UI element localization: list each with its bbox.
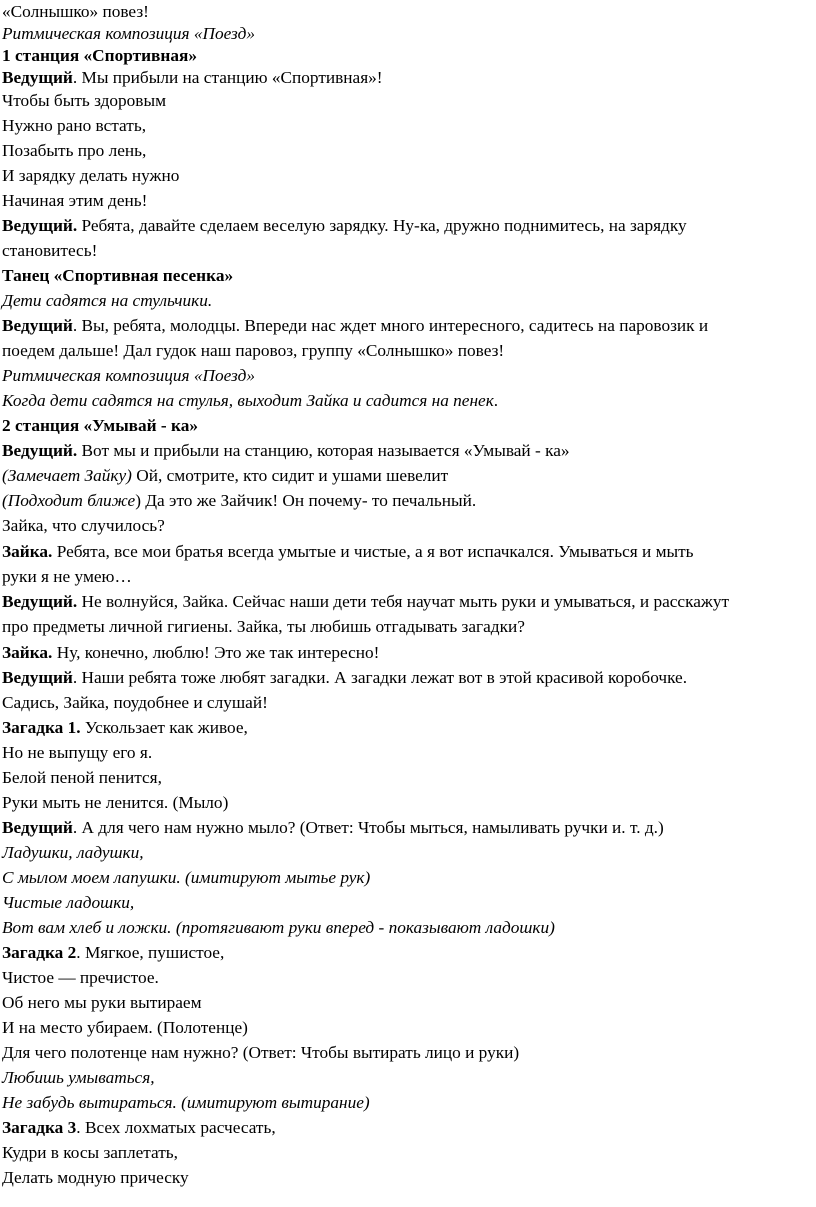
text-line [0, 691, 268, 715]
text-line [0, 590, 729, 614]
text-segment: Кудри в косы заплетать, [2, 1143, 179, 1162]
text-line [0, 22, 255, 46]
text-segment: Руки мыть не ленится. (Мыло) [2, 793, 229, 812]
text-line [0, 716, 248, 740]
text-segment: И на место убираем. (Полотенце) [2, 1018, 248, 1037]
text-segment: Зайка, что случилось? [2, 516, 165, 535]
text-segment: Начиная этим день! [2, 191, 148, 210]
text-line [0, 641, 379, 665]
text-line [0, 766, 162, 790]
text-segment: Делать модную прическу [2, 1168, 189, 1187]
text-line [0, 44, 197, 68]
text-line [0, 66, 383, 90]
text-segment: . Мягкое, пушистое, [76, 943, 225, 962]
text-line [0, 139, 146, 163]
text-line [0, 816, 664, 840]
text-line [0, 1141, 178, 1165]
text-segment: Об него мы руки вытираем [2, 993, 202, 1012]
text-segment: (Замечает Зайку) [2, 466, 132, 485]
text-line [0, 966, 159, 990]
text-segment: Вот вам хлеб и ложки. (протягивают руки вперед - показывают ладошки) [2, 918, 555, 937]
text-line [0, 214, 687, 238]
text-segment: Белой пеной пенится, [2, 768, 162, 787]
text-line [0, 114, 146, 138]
text-line [0, 666, 687, 690]
text-segment: Вот мы и прибыли на станцию, которая называется «Умывай - ка» [77, 441, 570, 460]
text-segment: Зайка. [2, 542, 53, 561]
text-segment: . А для чего нам нужно мыло? (Ответ: Чтобы мыться, намыливать ручки и. т. д.) [72, 818, 664, 837]
text-line [0, 615, 525, 639]
text-line [0, 489, 476, 513]
text-segment: Ребята, все мои братья всегда умытые и чистые, а я вот испачкался. Умываться и мыть [52, 542, 694, 561]
text-segment: Чтобы быть здоровым [2, 91, 167, 110]
text-line [0, 339, 504, 363]
text-line [0, 891, 134, 915]
text-line [0, 189, 147, 213]
text-segment: (Подходит ближе [2, 491, 136, 510]
text-line [0, 414, 198, 438]
text-segment: . Мы прибыли на станцию «Спортивная»! [72, 68, 383, 87]
text-line [0, 239, 97, 263]
text-segment: Загадка 3 [2, 1118, 77, 1137]
text-segment: Ой, смотрите, кто сидит и ушами шевелит [131, 466, 449, 485]
text-line [0, 866, 370, 890]
text-segment: Загадка 2 [2, 943, 77, 962]
text-line [0, 164, 179, 188]
text-line [0, 364, 255, 388]
text-segment: Не волнуйся, Зайка. Сейчас наши дети тебя научат мыть руки и умываться, и расскажут [77, 592, 730, 611]
text-line [0, 289, 212, 313]
text-line [0, 439, 570, 463]
text-line [0, 314, 708, 338]
text-segment: Чистое — пречистое. [2, 968, 159, 987]
text-line [0, 540, 694, 564]
text-segment: Позабыть про лень, [2, 141, 147, 160]
text-segment: Ведущий [2, 818, 73, 837]
text-segment: Ладушки, ладушки, [2, 843, 144, 862]
text-segment: . Вы, ребята, молодцы. Впереди нас ждет много интересного, садитесь на паровозик и [72, 316, 709, 335]
text-segment: 1 станция «Спортивная» [2, 46, 197, 65]
text-segment: Но не выпущу его я. [2, 743, 153, 762]
text-line [0, 916, 555, 940]
text-segment: Ребята, давайте сделаем веселую зарядку. Ну-ка, дружно поднимитесь, на зарядку [77, 216, 687, 235]
text-line [0, 0, 149, 24]
text-segment: становитесь! [2, 241, 98, 260]
text-segment: Любишь умываться, [2, 1068, 155, 1087]
text-segment: . [493, 391, 499, 410]
text-segment: Садись, Зайка, поудобнее и слушай! [2, 693, 268, 712]
text-segment: 2 станция «Умывай - ка» [2, 416, 198, 435]
text-line [0, 514, 165, 538]
text-segment: Ведущий [2, 668, 73, 687]
text-segment: Чистые ладошки, [2, 893, 135, 912]
text-segment: руки я не умею… [2, 567, 132, 586]
text-line [0, 991, 202, 1015]
text-line [0, 1166, 189, 1190]
text-segment: Нужно рано встать, [2, 116, 147, 135]
text-segment: Не забудь вытираться. (имитируют вытирание) [2, 1093, 370, 1112]
text-segment: И зарядку делать нужно [2, 166, 180, 185]
text-line [0, 389, 498, 413]
text-segment: Ведущий. [2, 441, 78, 460]
text-segment: . Всех лохматых расчесать, [76, 1118, 276, 1137]
text-segment: Ну, конечно, люблю! Это же так интересно! [52, 643, 380, 662]
text-line [0, 565, 132, 589]
text-segment: Для чего полотенце нам нужно? (Ответ: Чтобы вытирать лицо и руки) [2, 1043, 520, 1062]
text-segment: поедем дальше! Дал гудок наш паровоз, группу «Солнышко» повез! [2, 341, 505, 360]
text-segment: ) Да это же Зайчик! Он почему- то печальный. [135, 491, 477, 510]
text-segment: Ведущий [2, 68, 73, 87]
text-line [0, 741, 152, 765]
text-segment: «Солнышко» повез! [2, 2, 149, 21]
text-segment: . Наши ребята тоже любят загадки. А загадки лежат вот в этой красивой коробочке. [72, 668, 688, 687]
text-segment: Танец «Спортивная песенка» [2, 266, 234, 285]
text-segment: Ритмическая композиция «Поезд» [2, 24, 255, 43]
text-line [0, 1066, 155, 1090]
text-line [0, 464, 448, 488]
text-segment: Ускользает как живое, [80, 718, 248, 737]
text-line [0, 1091, 370, 1115]
text-line [0, 264, 233, 288]
text-line [0, 841, 144, 865]
text-segment: Ведущий. [2, 592, 78, 611]
text-segment: Когда дети садятся на стулья, выходит Зайка и садится на пенек [2, 391, 494, 410]
text-segment: Зайка. [2, 643, 53, 662]
text-segment: С мылом моем лапушки. (имитируют мытье рук) [2, 868, 371, 887]
text-line [0, 791, 228, 815]
text-segment: Загадка 1. [2, 718, 81, 737]
text-line [0, 941, 224, 965]
text-line [0, 1016, 248, 1040]
text-segment: Ведущий. [2, 216, 78, 235]
text-line [0, 89, 166, 113]
text-segment: Ритмическая композиция «Поезд» [2, 366, 255, 385]
text-segment: про предметы личной гигиены. Зайка, ты любишь отгадывать загадки? [2, 617, 525, 636]
text-line [0, 1116, 276, 1140]
text-line [0, 1041, 519, 1065]
text-segment: Дети садятся на стульчики. [2, 291, 213, 310]
text-segment: Ведущий [2, 316, 73, 335]
